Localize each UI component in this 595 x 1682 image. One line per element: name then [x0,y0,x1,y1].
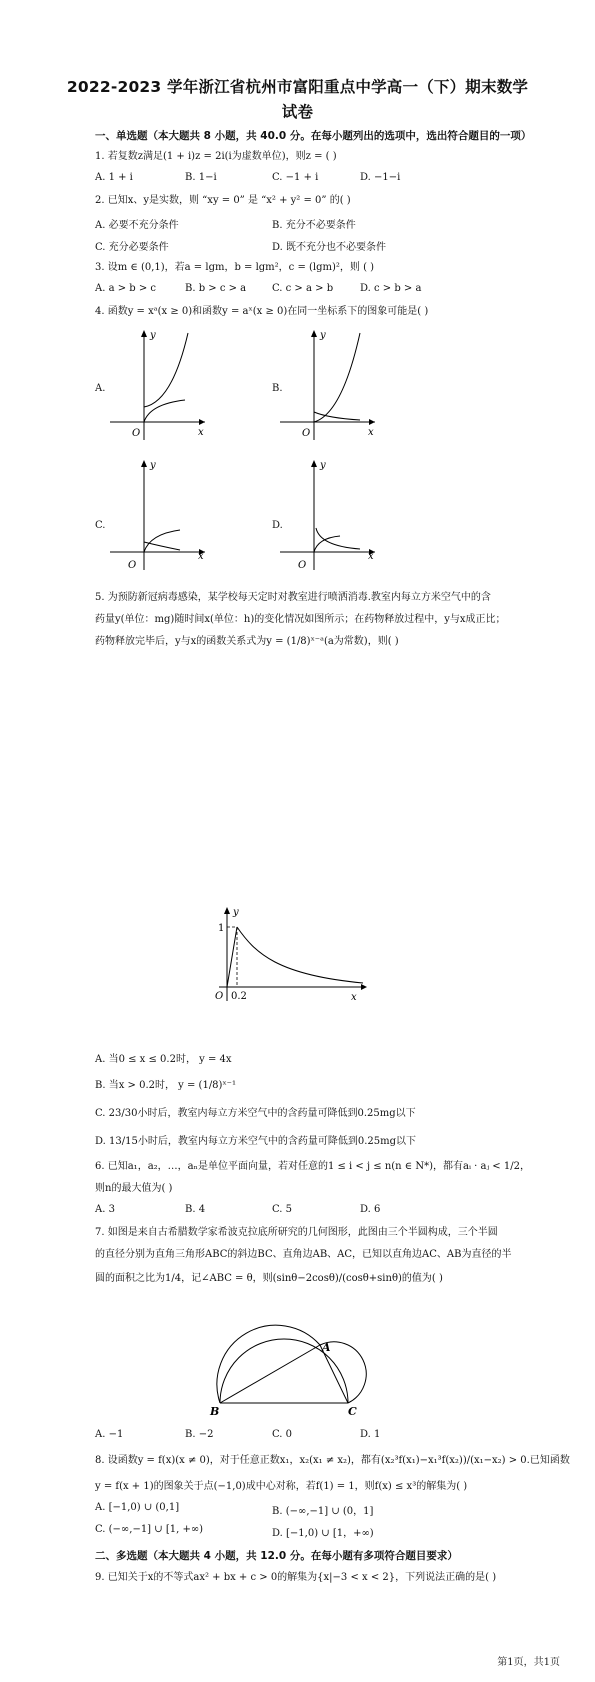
exam-title-line2: 试卷 [281,103,314,121]
q4-graph-c [110,458,220,573]
question-5-line2: 药量y(单位：mg)随时间x(单位：h)的变化情况如图所示；在药物释放过程中，y与x成正比； [95,614,506,625]
exam-title-line1: 2022-2023 学年浙江省杭州市富阳重点中学高一（下）期末数学 [66,78,529,96]
q4d-y-label: y [320,460,326,471]
q4b-origin: O [302,428,311,439]
question-7-line1: 7. 如图是来自古希腊数学家希波克拉底所研究的几何图形，此图由三个半圆构成，三个半圆 [95,1227,498,1238]
q4-graph-b [280,328,390,443]
q7-hippocrates-figure [208,1295,378,1420]
q6-option-a: A. 3 [95,1204,115,1215]
q4-option-b-label: B. [272,383,283,394]
q2-option-a: A. 必要不充分条件 [95,220,179,231]
question-7-line3: 圆的面积之比为1/4，记∠ABC = θ，则(sinθ−2cosθ)/(cosθ+sinθ)的值为( ) [95,1273,443,1284]
q7-label-c: C [348,1405,357,1418]
q5-graph-x-label: x [351,992,357,1003]
q4b-y-label: y [320,330,326,341]
q5-option-b: B. 当x > 0.2时， y = (1/8)ˣ⁻¹ [95,1080,236,1091]
question-6-line2: 则n的最大值为( ) [95,1183,173,1194]
q1-option-c: C. −1 + i [272,172,319,183]
q2-option-d: D. 既不充分也不必要条件 [272,242,387,253]
q7-option-c: C. 0 [272,1429,293,1440]
question-5-line3: 药物释放完毕后，y与x的函数关系式为y = (1/8)ˣ⁻ᵃ(a为常数)，则( ) [95,636,399,647]
q5-graph-y-label: y [233,907,239,918]
q4-graph-a [110,328,220,443]
q4-option-d-label: D. [272,520,283,531]
q8-option-d: D. [−1,0) ∪ [1，+∞) [272,1528,374,1539]
q2-option-c: C. 充分必要条件 [95,242,169,253]
q7-option-b: B. −2 [185,1429,214,1440]
q2-option-b: B. 充分不必要条件 [272,220,356,231]
q5-option-d: D. 13/15小时后，教室内每立方米空气中的含药量可降低到0.25mg以下 [95,1136,416,1147]
q5-graph-tick-1: 1 [218,923,225,934]
q6-option-b: B. 4 [185,1204,206,1215]
q1-option-d: D. −1−i [360,172,401,183]
question-8-line2: y = f(x + 1)的图象关于点(−1,0)成中心对称，若f(1) = 1，则f(x) ≤ x³的解集为( ) [95,1481,468,1492]
q8-option-b: B. (−∞,−1] ∪ (0，1] [272,1506,374,1517]
page-footer: 第1页，共1页 [497,1657,560,1668]
q4a-origin: O [132,428,141,439]
q4a-y-label: y [150,330,156,341]
q4c-origin: O [128,560,137,571]
q7-option-a: A. −1 [95,1429,124,1440]
question-3-stem: 3. 设m ∈ (0,1)，若a = lgm，b = lgm²，c = (lgm)²，则 ( ) [95,262,375,273]
q1-option-a: A. 1 + i [95,172,133,183]
q1-option-b: B. 1−i [185,172,217,183]
q4-option-a-label: A. [95,383,106,394]
question-8-line1: 8. 设函数y = f(x)(x ≠ 0)，对于任意正数x₁，x₂(x₁ ≠ x₂)，都有(x₂³f(x₁)−x₁³f(x₂))/(x₁−x₂) > 0.已知函数 [95,1455,570,1466]
q5-graph-tick-0.2: 0.2 [231,991,247,1002]
q6-option-d: D. 6 [360,1204,381,1215]
q3-option-b: B. b > c > a [185,283,247,294]
q7-label-a: A [322,1341,331,1354]
q4a-x-label: x [198,427,204,438]
question-5-line1: 5. 为预防新冠病毒感染，某学校每天定时对教室进行喷洒消毒.教室内每立方米空气中的含 [95,592,491,603]
q5-graph-origin: O [215,991,224,1002]
section-single-choice: 一、单选题（本大题共 8 小题，共 40.0 分。在每小题列出的选项中，选出符合题目的一项） [95,130,532,142]
question-6-line1: 6. 已知a₁，a₂，…，aₙ是单位平面向量，若对任意的1 ≤ i < j ≤ n(n ∈ N*)，都有aᵢ · aⱼ < 1/2， [95,1161,530,1172]
q3-option-a: A. a > b > c [95,283,157,294]
question-2-stem: 2. 已知x、y是实数，则 “xy = 0” 是 “x² + y² = 0” 的( ) [95,195,351,206]
q4-graph-d [280,458,390,573]
question-1-stem: 1. 若复数z满足(1 + i)z = 2i(i为虚数单位)，则z = ( ) [95,151,337,162]
q7-label-b: B [210,1405,220,1418]
q4d-origin: O [298,560,307,571]
question-9-stem: 9. 已知关于x的不等式ax² + bx + c > 0的解集为{x|−3 < x < 2}，下列说法正确的是( ) [95,1572,497,1583]
q3-option-c: C. c > a > b [272,283,334,294]
section-multi-choice: 二、多选题（本大题共 4 小题，共 12.0 分。在每小题有多项符合题目要求） [95,1550,458,1562]
q4b-x-label: x [368,427,374,438]
q4c-y-label: y [150,460,156,471]
q5-option-a: A. 当0 ≤ x ≤ 0.2时， y = 4x [95,1054,232,1065]
q4d-x-label: x [368,551,374,562]
q7-option-d: D. 1 [360,1429,381,1440]
q8-option-c: C. (−∞,−1] ∪ [1, +∞) [95,1524,204,1535]
question-7-line2: 的直径分别为直角三角形ABC的斜边BC、直角边AB、AC，已知以直角边AC、AB为直径的半 [95,1249,512,1260]
q6-option-c: C. 5 [272,1204,293,1215]
q5-option-c: C. 23/30小时后，教室内每立方米空气中的含药量可降低到0.25mg以下 [95,1108,416,1119]
q4c-x-label: x [198,551,204,562]
q8-option-a: A. [−1,0) ∪ (0,1] [95,1502,180,1513]
q5-drug-graph [215,905,380,1005]
q4-option-c-label: C. [95,520,106,531]
question-4-stem: 4. 函数y = xᵃ(x ≥ 0)和函数y = aˣ(x ≥ 0)在同一坐标系下的图象可能是( ) [95,306,429,317]
q3-option-d: D. c > b > a [360,283,422,294]
